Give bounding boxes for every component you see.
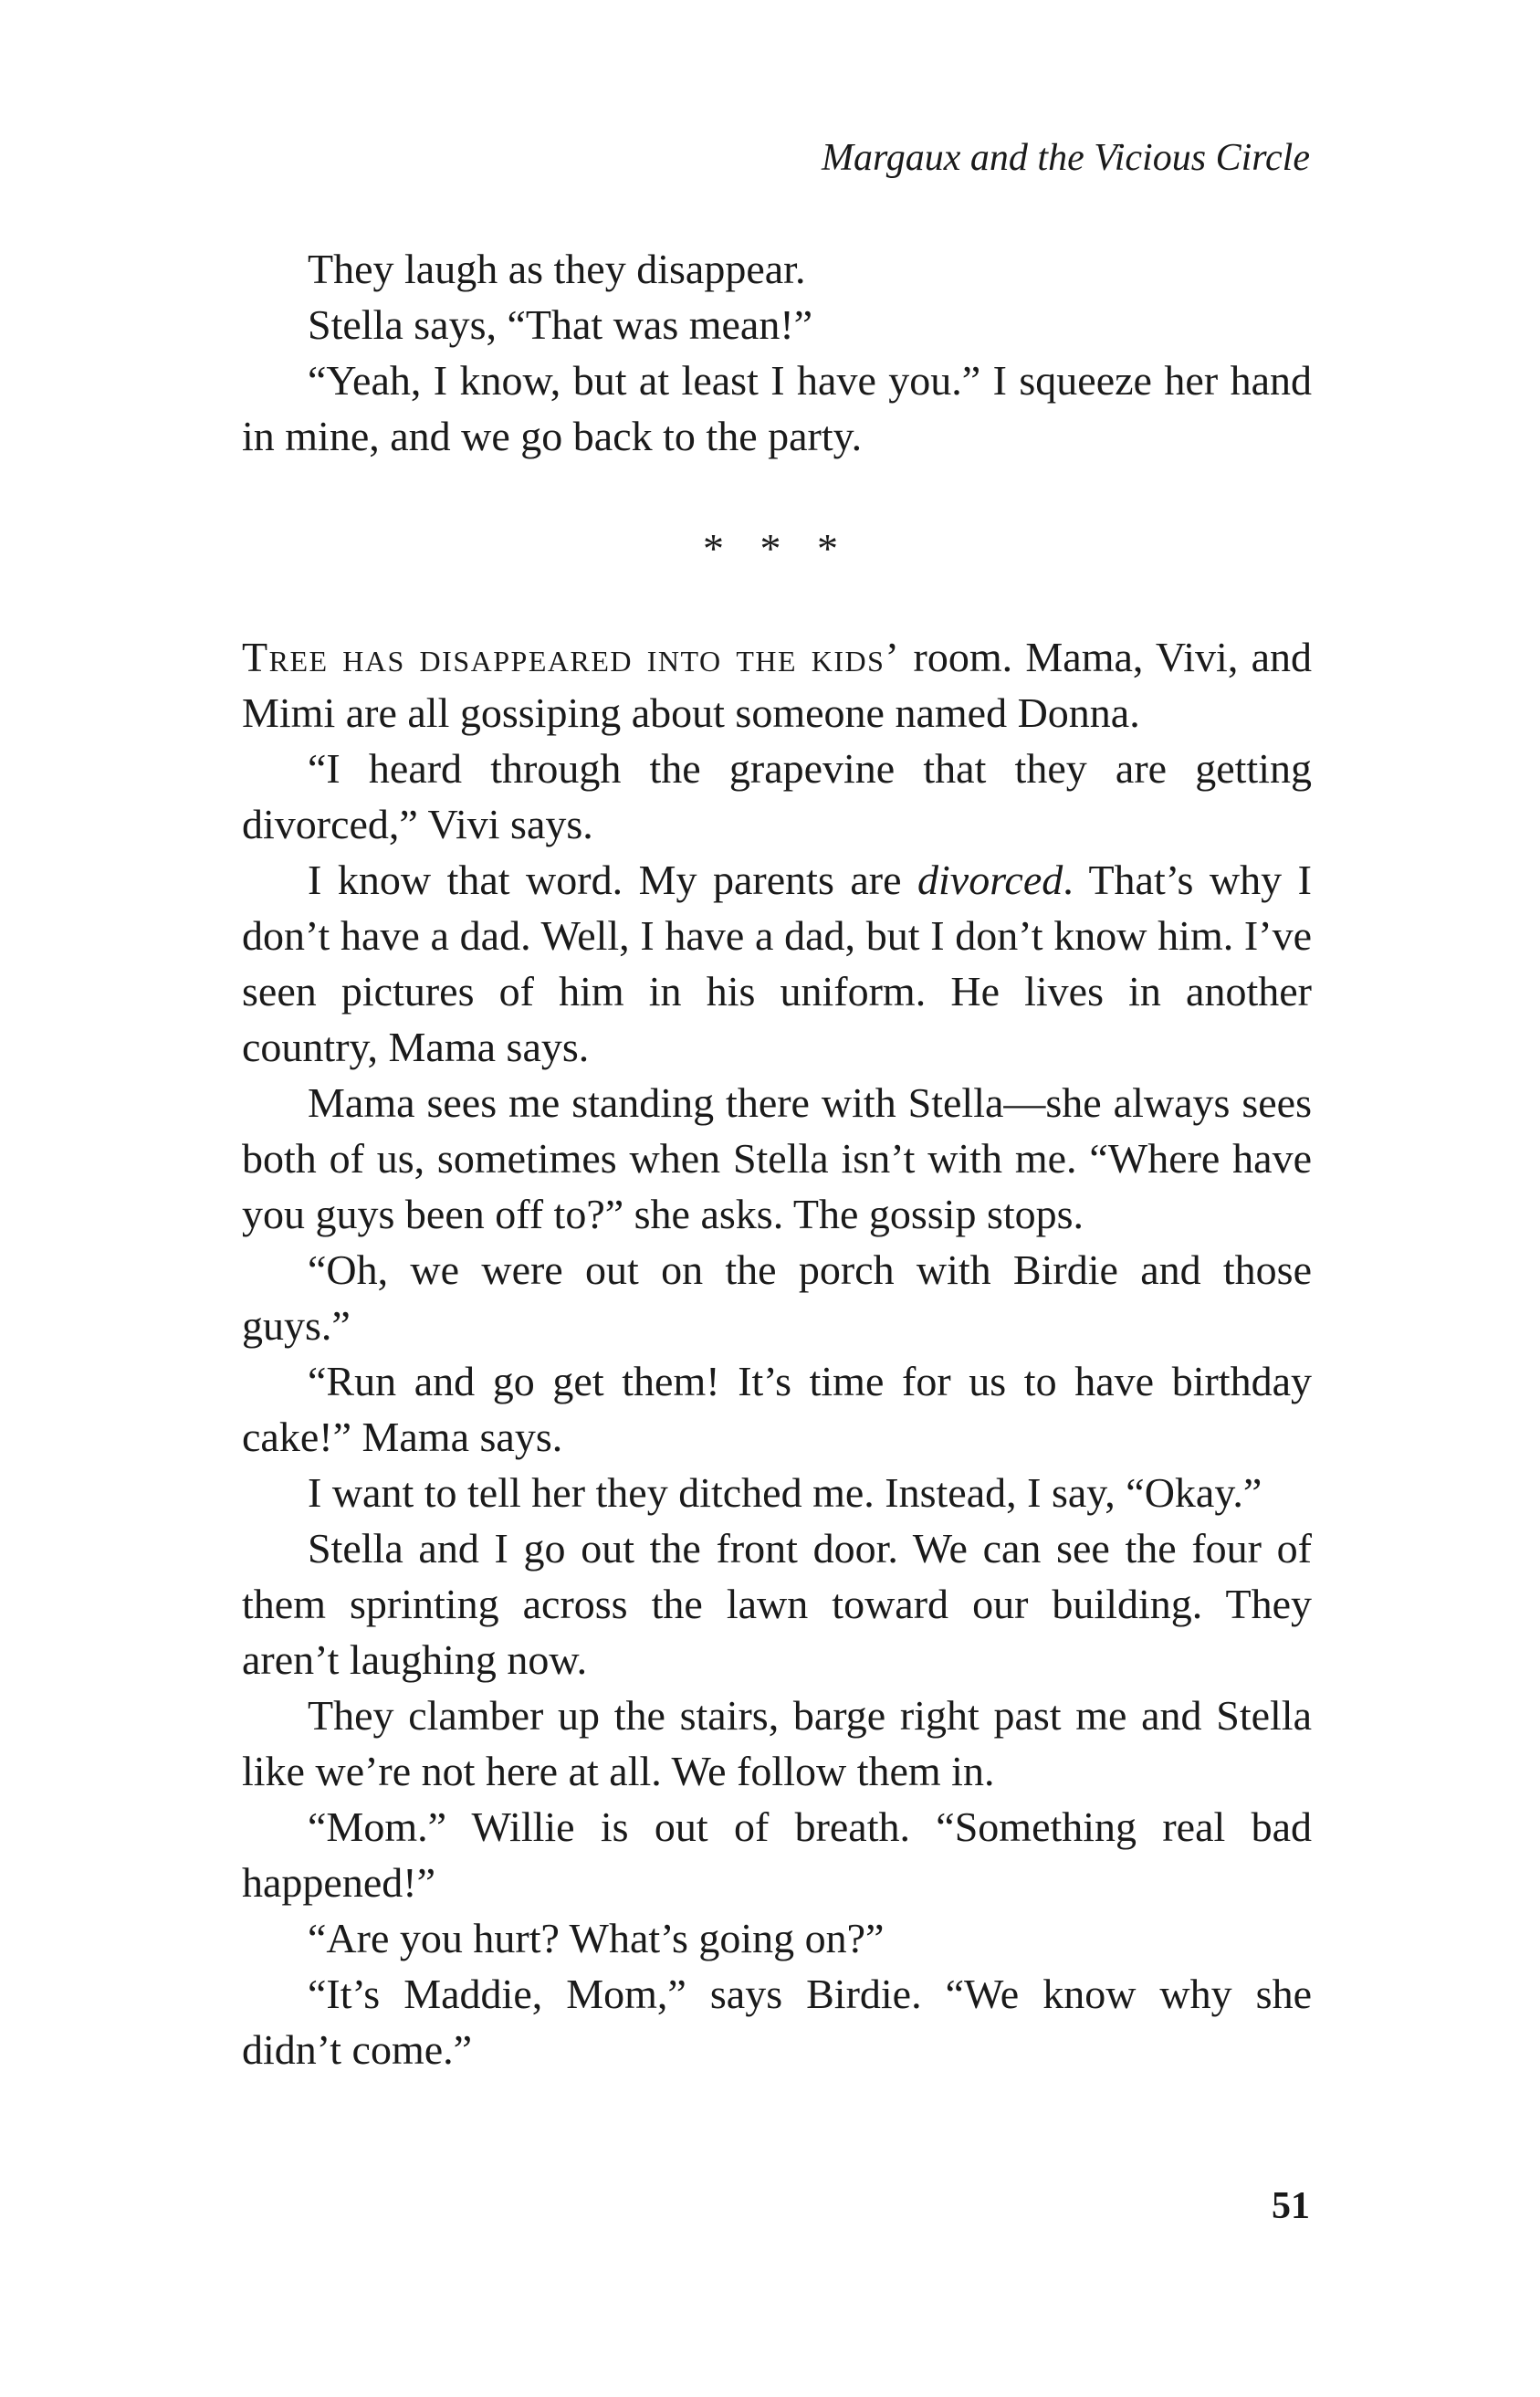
paragraph: They clamber up the stairs, barge right past me and Stella like we’re not here at all. We follow them in. <box>242 1692 1312 1794</box>
paragraph: “Oh, we were out on the porch with Birdie and those guys.” <box>242 1246 1312 1349</box>
paragraph: Mama sees me standing there with Stella—she always sees both of us, sometimes when Stella isn’t with me. “Where have you guys been off to?” she asks. The gossip stops. <box>242 1079 1312 1237</box>
paragraph: “Yeah, I know, but at least I have you.” I squeeze her hand in mine, and we go back to the party. <box>242 357 1312 459</box>
paragraph-text: I know that word. My parents are <box>308 857 918 903</box>
paragraph: “I heard through the grapevine that they are getting divorced,” Vivi says. <box>242 745 1312 847</box>
paragraph: “It’s Maddie, Mom,” says Birdie. “We know why she didn’t come.” <box>242 1971 1312 2073</box>
paragraph: “Run and go get them! It’s time for us to have birthday cake!” Mama says. <box>242 1358 1312 1460</box>
page-number: 51 <box>1272 2185 1310 2227</box>
opening-small-caps: Tree has disappeared into the kids’ <box>242 634 901 680</box>
paragraph: They laugh as they disappear. <box>308 246 806 292</box>
paragraph: I want to tell her they ditched me. Instead, I say, “Okay.” <box>308 1469 1262 1516</box>
paragraph <box>242 629 1312 741</box>
paragraph: Stella and I go out the front door. We can see the four of them sprinting across the lawn toward our building. They aren’t laughing now. <box>242 1525 1312 1683</box>
body-text <box>242 241 1312 2077</box>
running-head: Margaux and the Vicious Circle <box>821 137 1310 179</box>
paragraph: “Mom.” Willie is out of breath. “Something real bad happened!” <box>242 1803 1312 1906</box>
paragraph: Stella says, “That was mean!” <box>308 301 813 348</box>
opening-text: room. Mama, Vivi, and Mimi are all gossiping about someone named Donna. <box>242 634 1313 736</box>
paragraph: “Are you hurt? What’s going on?” <box>308 1915 885 1961</box>
emphasis-text: divorced <box>917 857 1063 903</box>
paragraph-text: . That’s why I don’t have a dad. Well, I have a dad, but I don’t know him. I’ve seen pictures of him in his uniform. He lives in another country, Mama says. <box>242 857 1312 1070</box>
section-break: * * * <box>703 525 851 572</box>
paragraph <box>242 852 1312 1075</box>
